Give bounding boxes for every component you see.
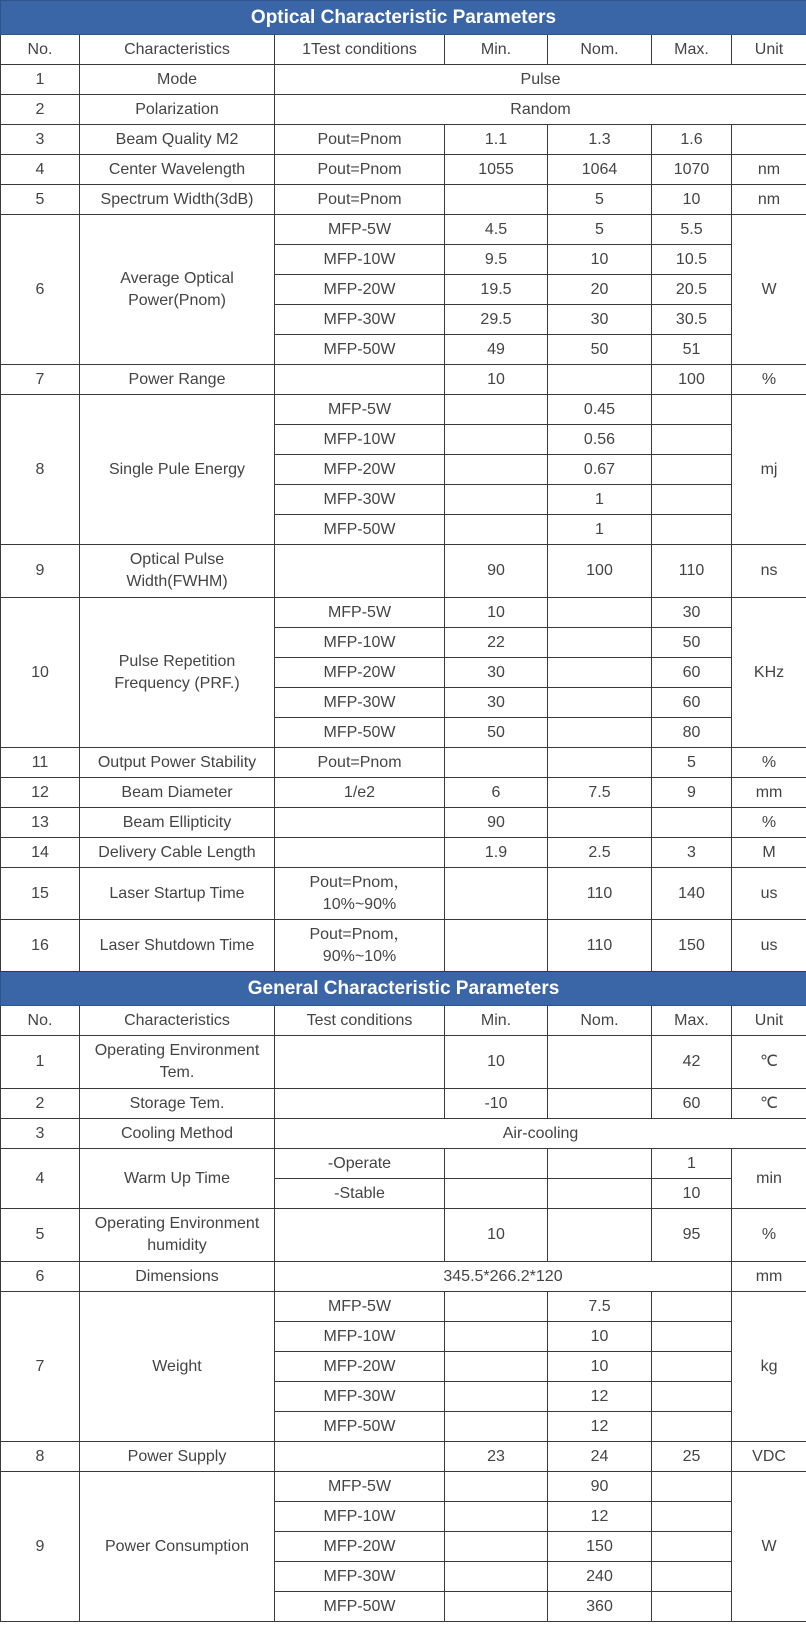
cell-max: 95 [652,1209,732,1262]
column-header: Min. [445,1006,548,1036]
cell-max: 10 [652,185,732,215]
cell-condition: -Operate [275,1149,445,1179]
cell-nom: 90 [548,1472,652,1502]
cell-nom: 10 [548,1322,652,1352]
characteristic-name: Spectrum Width(3dB) [80,185,275,215]
cell-unit: nm [732,155,806,185]
cell-unit: mm [732,1262,806,1292]
cell-max [652,455,732,485]
cell-nom [548,628,652,658]
cell-condition: MFP-10W [275,1502,445,1532]
table-row [1,778,806,808]
characteristic-name: Power Supply [80,1442,275,1472]
row-number: 16 [1,920,80,972]
cell-unit: W [732,215,806,365]
cell-nom: 240 [548,1562,652,1592]
table-row [1,1119,806,1149]
cell-unit: mm [732,778,806,808]
characteristic-name: Delivery Cable Length [80,838,275,868]
table-row [1,1292,806,1322]
cell-condition: Pout=Pnom [275,125,445,155]
characteristic-name: Power Range [80,365,275,395]
cell-nom: 1.3 [548,125,652,155]
table-row [1,1442,806,1472]
cell-min [445,1382,548,1412]
characteristic-name: Beam Ellipticity [80,808,275,838]
column-header: Nom. [548,1006,652,1036]
characteristic-name: Weight [80,1292,275,1442]
cell-condition: MFP-30W [275,688,445,718]
column-header: Characteristics [80,35,275,65]
characteristic-name: Storage Tem. [80,1089,275,1119]
column-header: 1Test conditions [275,35,445,65]
row-number: 13 [1,808,80,838]
table-row [1,1262,806,1292]
cell-condition [275,1442,445,1472]
cell-unit: ns [732,545,806,598]
cell-max: 5.5 [652,215,732,245]
row-number: 11 [1,748,80,778]
cell-unit: nm [732,185,806,215]
cell-condition: Pout=Pnom，90%~10% [275,920,445,972]
cell-nom: 1 [548,485,652,515]
cell-min: 90 [445,545,548,598]
cell-max: 10.5 [652,245,732,275]
cell-min [445,748,548,778]
cell-max [652,1562,732,1592]
cell-nom: 0.56 [548,425,652,455]
column-header: Unit [732,1006,806,1036]
cell-condition: MFP-10W [275,628,445,658]
table-row [1,95,806,125]
column-header: Characteristics [80,1006,275,1036]
cell-max: 5 [652,748,732,778]
cell-max: 20.5 [652,275,732,305]
table-row [1,920,806,972]
cell-max: 25 [652,1442,732,1472]
characteristic-name: Output Power Stability [80,748,275,778]
cell-nom: 1 [548,515,652,545]
section-title: General Characteristic Parameters [1,972,806,1006]
cell-min [445,425,548,455]
cell-condition: MFP-20W [275,275,445,305]
cell-nom: 360 [548,1592,652,1622]
cell-min: 29.5 [445,305,548,335]
cell-unit: ℃ [732,1089,806,1119]
merged-value: Pulse [275,65,806,95]
merged-value: Air-cooling [275,1119,806,1149]
cell-max [652,485,732,515]
cell-nom [548,1209,652,1262]
cell-condition: MFP-5W [275,1292,445,1322]
cell-nom: 5 [548,215,652,245]
cell-condition: MFP-50W [275,1412,445,1442]
cell-nom: 12 [548,1412,652,1442]
cell-condition: MFP-5W [275,598,445,628]
cell-min: 22 [445,628,548,658]
cell-max [652,1382,732,1412]
cell-nom [548,808,652,838]
header-row [1,35,806,65]
cell-max [652,515,732,545]
cell-condition [275,1036,445,1089]
merged-value: 345.5*266.2*120 [275,1262,732,1292]
cell-nom: 110 [548,920,652,972]
cell-nom: 7.5 [548,778,652,808]
cell-max [652,1412,732,1442]
cell-nom: 0.45 [548,395,652,425]
cell-nom [548,718,652,748]
cell-condition: MFP-50W [275,718,445,748]
row-number: 9 [1,545,80,598]
cell-max: 60 [652,658,732,688]
cell-min: 4.5 [445,215,548,245]
cell-nom: 100 [548,545,652,598]
cell-condition [275,545,445,598]
cell-min: 1.1 [445,125,548,155]
cell-nom: 24 [548,1442,652,1472]
column-header: Max. [652,1006,732,1036]
row-number: 4 [1,1149,80,1209]
cell-min: 30 [445,658,548,688]
cell-min [445,1149,548,1179]
row-number: 8 [1,1442,80,1472]
cell-condition: MFP-30W [275,1562,445,1592]
cell-nom [548,658,652,688]
cell-min [445,1592,548,1622]
cell-unit: W [732,1472,806,1622]
table-row [1,365,806,395]
cell-condition [275,1089,445,1119]
cell-min [445,1179,548,1209]
characteristic-name: Beam Diameter [80,778,275,808]
cell-condition: MFP-30W [275,485,445,515]
characteristic-name: Operating Environment Tem. [80,1036,275,1089]
cell-max: 100 [652,365,732,395]
column-header: No. [1,35,80,65]
column-header: Min. [445,35,548,65]
cell-condition: MFP-20W [275,658,445,688]
cell-min [445,1502,548,1532]
cell-condition [275,365,445,395]
cell-min [445,1472,548,1502]
cell-max: 42 [652,1036,732,1089]
cell-max [652,395,732,425]
cell-min [445,1352,548,1382]
cell-max: 1 [652,1149,732,1179]
cell-unit: % [732,1209,806,1262]
characteristic-name: Operating Environment humidity [80,1209,275,1262]
cell-min [445,455,548,485]
characteristic-name: Beam Quality M2 [80,125,275,155]
row-number: 9 [1,1472,80,1622]
cell-min [445,1292,548,1322]
cell-nom: 110 [548,868,652,920]
cell-nom [548,1036,652,1089]
cell-max: 10 [652,1179,732,1209]
cell-condition: MFP-5W [275,215,445,245]
table-row [1,65,806,95]
cell-max [652,1502,732,1532]
table-row [1,598,806,628]
cell-nom: 7.5 [548,1292,652,1322]
cell-max: 3 [652,838,732,868]
cell-min: 1055 [445,155,548,185]
cell-max [652,1322,732,1352]
row-number: 1 [1,65,80,95]
table-row [1,1209,806,1262]
cell-min [445,868,548,920]
cell-max: 60 [652,1089,732,1119]
table-row [1,545,806,598]
cell-min: 90 [445,808,548,838]
cell-max: 30.5 [652,305,732,335]
characteristic-name: Average Optical Power(Pnom) [80,215,275,365]
characteristic-name: Warm Up Time [80,1149,275,1209]
cell-max: 51 [652,335,732,365]
cell-max: 1.6 [652,125,732,155]
characteristic-name: Center Wavelength [80,155,275,185]
cell-unit: us [732,868,806,920]
column-header: No. [1,1006,80,1036]
cell-condition: Pout=Pnom [275,155,445,185]
table-row [1,185,806,215]
cell-nom: 30 [548,305,652,335]
cell-condition: -Stable [275,1179,445,1209]
cell-max [652,1592,732,1622]
cell-condition: MFP-50W [275,335,445,365]
cell-condition: MFP-10W [275,425,445,455]
cell-max [652,1292,732,1322]
cell-condition: Pout=Pnom [275,748,445,778]
row-number: 7 [1,365,80,395]
cell-max [652,1352,732,1382]
row-number: 6 [1,215,80,365]
cell-nom [548,598,652,628]
cell-nom: 2.5 [548,838,652,868]
cell-nom: 10 [548,245,652,275]
cell-condition: MFP-20W [275,455,445,485]
characteristic-name: Single Pule Energy [80,395,275,545]
cell-condition: MFP-20W [275,1352,445,1382]
cell-min: 10 [445,598,548,628]
cell-nom: 12 [548,1502,652,1532]
cell-max [652,1532,732,1562]
cell-min: 30 [445,688,548,718]
row-number: 8 [1,395,80,545]
cell-min [445,1412,548,1442]
row-number: 6 [1,1262,80,1292]
cell-condition: 1/e2 [275,778,445,808]
section-title: Optical Characteristic Parameters [1,1,806,35]
characteristic-name: Mode [80,65,275,95]
cell-nom [548,748,652,778]
cell-min: 10 [445,1036,548,1089]
cell-condition: MFP-30W [275,305,445,335]
row-number: 3 [1,1119,80,1149]
row-number: 5 [1,1209,80,1262]
cell-max: 80 [652,718,732,748]
cell-min [445,1322,548,1352]
cell-min: 9.5 [445,245,548,275]
row-number: 5 [1,185,80,215]
characteristic-name: Polarization [80,95,275,125]
cell-condition: Pout=Pnom [275,185,445,215]
cell-min: 19.5 [445,275,548,305]
row-number: 10 [1,598,80,748]
row-number: 7 [1,1292,80,1442]
cell-max [652,425,732,455]
row-number: 2 [1,1089,80,1119]
table-row [1,808,806,838]
characteristic-name: Laser Startup Time [80,868,275,920]
cell-min: 10 [445,365,548,395]
cell-max: 1070 [652,155,732,185]
cell-condition [275,1209,445,1262]
cell-max: 140 [652,868,732,920]
table-row [1,1149,806,1179]
header-row [1,1006,806,1036]
table-row [1,395,806,425]
table-row [1,1089,806,1119]
cell-max: 50 [652,628,732,658]
column-header: Test conditions [275,1006,445,1036]
cell-unit [732,125,806,155]
cell-condition: MFP-20W [275,1532,445,1562]
merged-value: Random [275,95,806,125]
cell-nom: 0.67 [548,455,652,485]
cell-nom: 150 [548,1532,652,1562]
cell-min: 23 [445,1442,548,1472]
cell-nom [548,1179,652,1209]
cell-condition: MFP-50W [275,515,445,545]
characteristic-name: Cooling Method [80,1119,275,1149]
cell-nom: 10 [548,1352,652,1382]
cell-nom [548,688,652,718]
cell-unit: ℃ [732,1036,806,1089]
cell-min [445,920,548,972]
row-number: 15 [1,868,80,920]
table-title-row [1,1,806,35]
cell-nom: 5 [548,185,652,215]
cell-unit: % [732,748,806,778]
table-row [1,748,806,778]
cell-unit: kg [732,1292,806,1442]
table-row [1,125,806,155]
table-row [1,155,806,185]
cell-nom: 12 [548,1382,652,1412]
column-header: Nom. [548,35,652,65]
characteristic-name: Laser Shutdown Time [80,920,275,972]
cell-condition [275,808,445,838]
table-row [1,838,806,868]
cell-condition: MFP-30W [275,1382,445,1412]
cell-min [445,1562,548,1592]
cell-nom [548,1149,652,1179]
cell-unit: mj [732,395,806,545]
cell-nom: 1064 [548,155,652,185]
cell-max: 150 [652,920,732,972]
cell-max: 30 [652,598,732,628]
column-header: Unit [732,35,806,65]
cell-nom [548,1089,652,1119]
cell-unit: % [732,365,806,395]
table-row [1,1036,806,1089]
characteristic-name: Dimensions [80,1262,275,1292]
cell-unit: VDC [732,1442,806,1472]
cell-min [445,185,548,215]
cell-unit: % [732,808,806,838]
cell-min: 6 [445,778,548,808]
cell-condition: Pout=Pnom，10%~90% [275,868,445,920]
row-number: 1 [1,1036,80,1089]
table-row [1,1472,806,1502]
cell-min [445,515,548,545]
cell-condition: MFP-5W [275,1472,445,1502]
row-number: 3 [1,125,80,155]
cell-nom: 50 [548,335,652,365]
cell-condition: MFP-5W [275,395,445,425]
cell-min: 10 [445,1209,548,1262]
cell-max: 110 [652,545,732,598]
cell-min: -10 [445,1089,548,1119]
column-header: Max. [652,35,732,65]
cell-nom [548,365,652,395]
cell-min: 49 [445,335,548,365]
cell-condition: MFP-50W [275,1592,445,1622]
row-number: 4 [1,155,80,185]
cell-unit: KHz [732,598,806,748]
cell-unit: M [732,838,806,868]
cell-min: 50 [445,718,548,748]
cell-nom: 20 [548,275,652,305]
table-row [1,868,806,920]
row-number: 2 [1,95,80,125]
cell-max: 60 [652,688,732,718]
cell-min [445,395,548,425]
row-number: 12 [1,778,80,808]
cell-min [445,485,548,515]
characteristic-name: Optical Pulse Width(FWHM) [80,545,275,598]
table-title-row [1,972,806,1006]
cell-min [445,1532,548,1562]
characteristic-name: Pulse Repetition Frequency (PRF.) [80,598,275,748]
cell-unit: min [732,1149,806,1209]
cell-condition: MFP-10W [275,1322,445,1352]
cell-max [652,1472,732,1502]
cell-min: 1.9 [445,838,548,868]
cell-max [652,808,732,838]
table-row [1,215,806,245]
row-number: 14 [1,838,80,868]
cell-unit: us [732,920,806,972]
cell-max: 9 [652,778,732,808]
characteristic-name: Power Consumption [80,1472,275,1622]
cell-condition [275,838,445,868]
cell-condition: MFP-10W [275,245,445,275]
